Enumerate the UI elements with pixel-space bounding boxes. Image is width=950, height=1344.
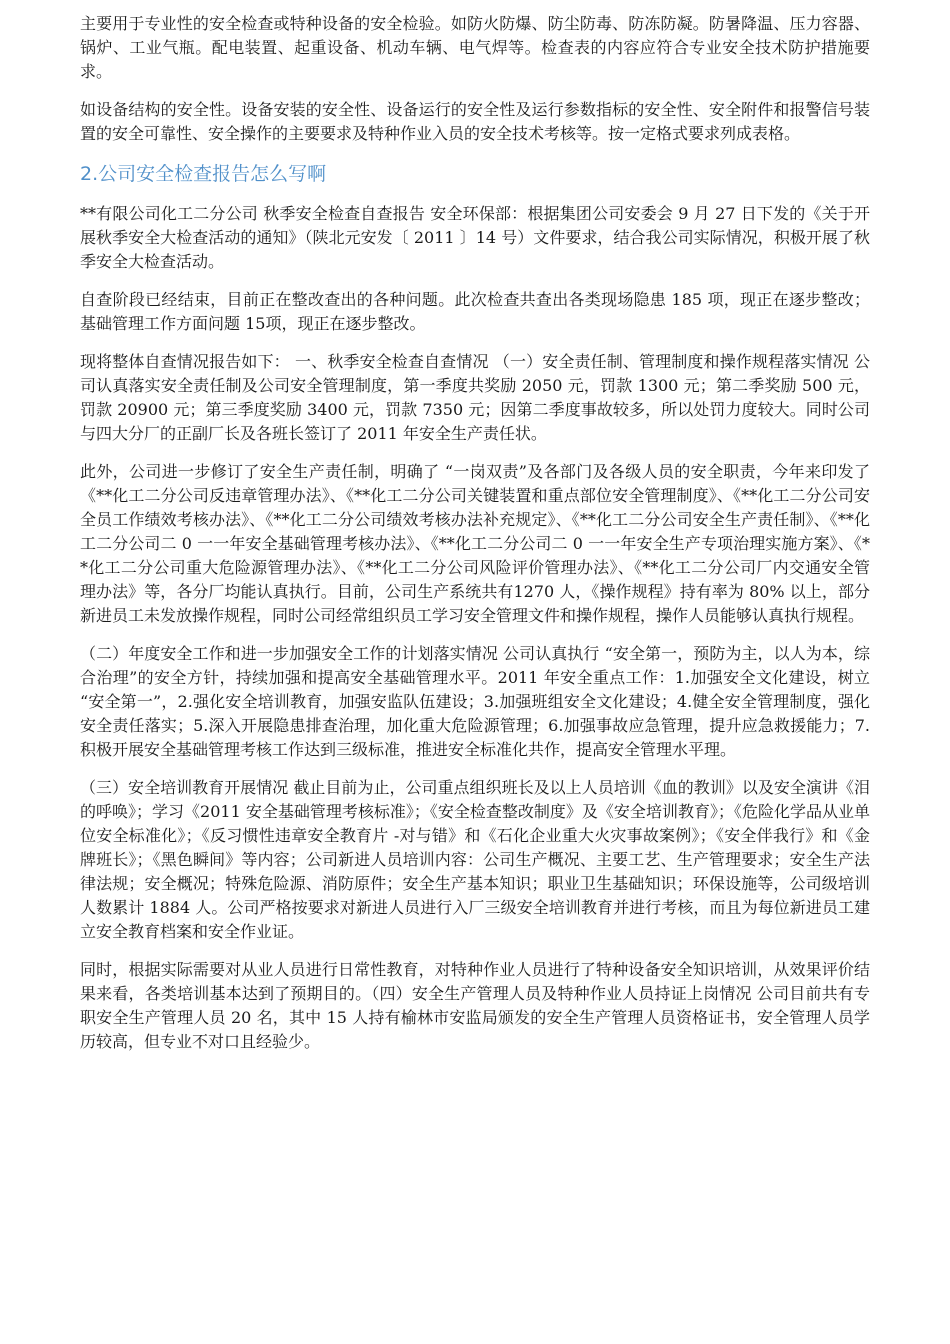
paragraph-certification: 同时，根据实际需要对从业人员进行日常性教育，对特种作业人员进行了特种设备安全知识培训，从效果评价结果来看，各类培训基本达到了预期目的。（四）安全生产管理人员及特种作业人员持证上岗情况 公司目前共有专职安全生产管理人员 20 名，其中 15 人持有榆林市安监局颁发的安全生产管理人员资格证书，安全管理人员学历较高，但专业不对口且经验少。 (80, 960, 870, 1051)
paragraph-self-check-status: 自查阶段已经结束，目前正在整改查出的各种问题。此次检查共查出各类现场隐患 185 项，现正在逐步整改；基础管理工作方面问题 15项，现正在逐步整改。 (80, 290, 870, 333)
paragraph-responsibility-system: 现将整体自查情况报告如下： 一、秋季安全检查自查情况 （一）安全责任制、管理制度和操作规程落实情况 公司认真落实安全责任制及公司安全管理制度，第一季度共奖励 2050 元，罚款 1300 元；第二季奖励 500 元，罚款 20900 元；第三季度奖励 3400 元，罚款 7350 元；因第二季度事故较多，所以处罚力度较大。同时公司与四大分厂的正副厂长及各班长签订了 2011 年安全生产责任状。 (80, 352, 870, 443)
paragraph-training: （三）安全培训教育开展情况 截止目前为止，公司重点组织班长及以上人员培训《血的教训》以及安全演讲《泪的呼唤》；学习《2011 安全基础管理考核标准》；《安全检查整改制度》及《安全培训教育》；《危险化学品从业单位安全标准化》；《反习惯性违章安全教育片 -对与错》和《石化企业重大火灾事故案例》；《安全伴我行》和《金牌班长》；《黑色瞬间》等内容；公司新进人员培训内容：公司生产概况、主要工艺、生产管理要求；安全生产法律法规；安全概况；特殊危险源、消防原件；安全生产基本知识；职业卫生基础知识；环保设施等，公司级培训人数累计 1884 人。公司严格按要求对新进人员进行入厂三级安全培训教育并进行考核，而且为每位新进员工建立安全教育档案和安全作业证。 (80, 778, 870, 941)
paragraph-regulations-issued: 此外，公司进一步修订了安全生产责任制，明确了 “一岗双责”及各部门及各级人员的安全职责，今年来印发了《**化工二分公司反违章管理办法》、《**化工二分公司关键装置和重点部位安全管理制度》、《**化工二分公司安全员工作绩效考核办法》、《**化工二分公司绩效考核办法补充规定》、《**化工二分公司安全生产责任制》、《**化工二分公司二 0 一一年安全基础管理考核办法》、《**化工二分公司二 0 一一年安全生产专项治理实施方案》、《**化工二分公司重大危险源管理办法》、《**化工二分公司风险评价管理办法》、《**化工二分公司厂内交通安全管理办法》等，各分厂均能认真执行。目前，公司生产系统共有1270 人，《操作规程》持有率为 80% 以上，部分新进员工未发放操作规程，同时公司经常组织员工学习安全管理文件和操作规程，操作人员能够认真执行规程。 (80, 462, 870, 625)
paragraph-equipment-safety: 如设备结构的安全性。设备安装的安全性、设备运行的安全性及运行参数指标的安全性、安全附件和报警信号装置的安全可靠性、安全操作的主要要求及特种作业入员的安全技术考核等。按一定格式要求列成表格。 (80, 100, 870, 143)
paragraph-report-intro: **有限公司化工二分公司 秋季安全检查自查报告 安全环保部：根据集团公司安委会 9 月 27 日下发的《关于开展秋季安全大检查活动的通知》（陕北元安发〔 2011 〕14 号）文件要求，结合我公司实际情况，积极开展了秋季安全大检查活动。 (80, 204, 870, 271)
paragraph-annual-plan: （二）年度安全工作和进一步加强安全工作的计划落实情况 公司认真执行 “安全第一，预防为主，以人为本，综合治理”的安全方针，持续加强和提高安全基础管理水平。2011 年安全重点工作：1.加强安全文化建设，树立 “安全第一”，2.强化安全培训教育，加强安监队伍建设；3.加强班组安全文化建设；4.健全安全管理制度，强化安全责任落实；5.深入开展隐患排查治理，加化重大危险源管理；6.加强事故应急管理，提升应急救援能力；7.积极开展安全基础管理考核工作达到三级标准，推进安全标准化共作，提高安全管理水平理。 (80, 644, 870, 759)
paragraph-inspection-usage: 主要用于专业性的安全检查或特种设备的安全检验。如防火防爆、防尘防毒、防冻防凝。防暑降温、压力容器、锅炉、工业气瓶。配电装置、起重设备、机动车辆、电气焊等。检查表的内容应符合专业安全技术防护措施要求。 (80, 14, 870, 81)
section-heading: 2.公司安全检查报告怎么写啊 (80, 163, 327, 185)
document-page (80, 12, 870, 1068)
